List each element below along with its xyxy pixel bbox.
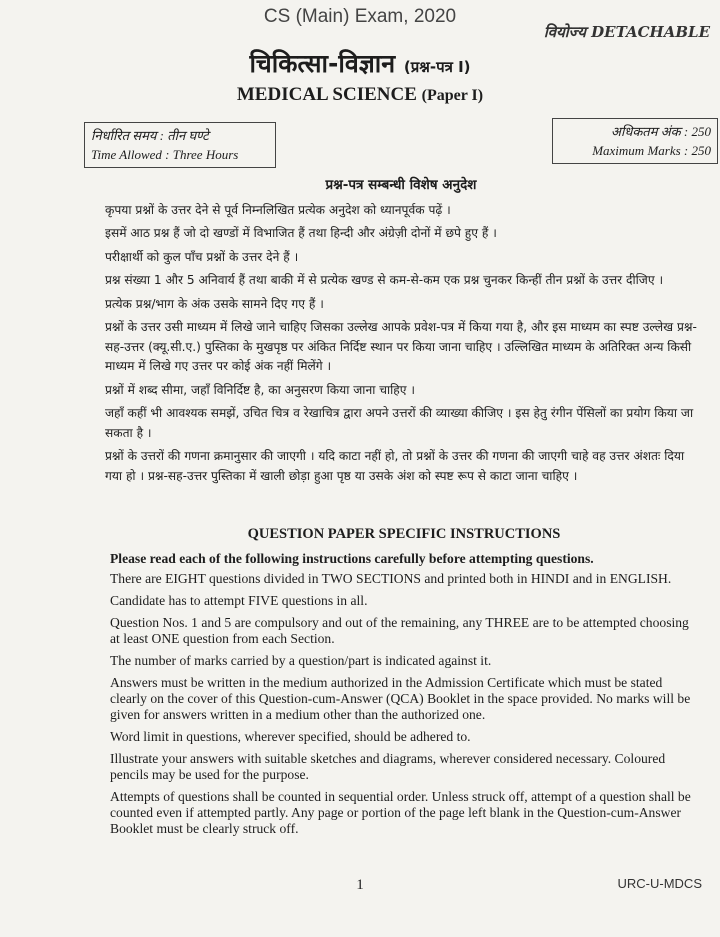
hindi-instruction-item: इसमें आठ प्रश्न हैं जो दो खण्डों में विभाजित हैं तथा हिन्दी और अंग्रेज़ी दोनों में छपे हुए हैं । xyxy=(105,226,497,240)
english-instruction-item: Candidate has to attempt FIVE questions in all. xyxy=(110,593,368,608)
hindi-instructions xyxy=(105,176,697,490)
title-english xyxy=(0,84,720,106)
english-instruction-item: Attempts of questions shall be counted in sequential order. Unless struck off, attempt of a question shall be counted even if attempted partly. Any page or portion of the page left blank in the Question-cum-Answer Booklet must be clearly struck off. xyxy=(110,789,691,836)
hindi-instructions-heading: प्रश्न-पत्र सम्बन्धी विशेष अनुदेश xyxy=(325,177,477,193)
hindi-instruction-item: प्रश्नों में शब्द सीमा, जहाँ विनिर्दिष्ट है, का अनुसरण किया जाना चाहिए । xyxy=(105,382,416,397)
detachable-label: वियोज्य DETACHABLE xyxy=(543,23,710,41)
english-instruction-item: Answers must be written in the medium authorized in the Admission Certificate which must be stated clearly on the cover of this Question-cum-Answer (QCA) Booklet in the space provided. No marks will be given for answers written in a medium other than the authorized one. xyxy=(110,675,691,722)
english-instruction-item: There are EIGHT questions divided in TWO SECTIONS and printed both in HINDI and in ENGLISH. xyxy=(110,571,672,586)
page-number: 1 xyxy=(356,877,364,893)
maximum-marks-box xyxy=(552,118,718,164)
english-instruction-item: Illustrate your answers with suitable sketches and diagrams, wherever considered necessary. Coloured pencils may be used for the purpose. xyxy=(110,751,666,782)
paper-code: URC-U-MDCS xyxy=(617,876,702,891)
time-english: Time Allowed : Three Hours xyxy=(91,147,239,162)
hindi-lead: कृपया प्रश्नों के उत्तर देने से पूर्व निम्नलिखित प्रत्येक अनुदेश को ध्यानपूर्वक पढ़ें । xyxy=(105,202,451,217)
title-hindi xyxy=(0,46,720,80)
english-instructions xyxy=(110,526,698,843)
english-instructions-heading: QUESTION PAPER SPECIFIC INSTRUCTIONS xyxy=(247,526,561,542)
hindi-instruction-item: जहाँ कहीं भी आवश्यक समझें, उचित चित्र व रेखाचित्र द्वारा अपने उत्तरों की व्याख्या कीजिए । इस हेतु रंगीन पेंसिलों का प्रयोग किया जा सकता है । xyxy=(105,406,694,440)
paper-english: (Paper I) xyxy=(421,87,484,104)
hindi-instruction-item: प्रत्येक प्रश्न/भाग के अंक उसके सामने दिए गए हैं । xyxy=(105,296,324,311)
hindi-instruction-item: परीक्षार्थी को कुल पाँच प्रश्नों के उत्तर देने हैं । xyxy=(105,249,299,264)
paper-hindi: (प्रश्न-पत्र I) xyxy=(403,58,471,76)
subject-hindi: चिकित्सा-विज्ञान xyxy=(249,49,396,78)
hindi-instruction-item: प्रश्नों के उत्तर उसी माध्यम में लिखे जाने चाहिए जिसका उल्लेख आपके प्रवेश-पत्र में किया गया है, और इस माध्यम का स्पष्ट उल्लेख प्रश्न-सह-उत्तर (क्यू.सी.ए.) पुस्तिका के मुखपृष्ठ पर अंकित निर्दिष्ट स्थान पर किया जाना चाहिए । उल्लिखित माध्यम के अतिरिक्त अन्य किसी माध्यम में लिखे गए उत्तर पर कोई अंक नहीं मिलेंगे । xyxy=(105,320,697,373)
english-instruction-item: Word limit in questions, wherever specified, should be adhered to. xyxy=(110,729,471,744)
hindi-instruction-item: प्रश्न संख्या 1 और 5 अनिवार्य हैं तथा बाकी में से प्रत्येक खण्ड से कम-से-कम एक प्रश्न चुनकर किन्हीं तीन प्रश्नों के उत्तर दीजिए । xyxy=(105,273,664,287)
subject-english: MEDICAL SCIENCE xyxy=(236,84,417,105)
english-instruction-item: The number of marks carried by a question/part is indicated against it. xyxy=(110,653,492,668)
hindi-instruction-item: प्रश्नों के उत्तरों की गणना क्रमानुसार की जाएगी । यदि काटा नहीं हो, तो प्रश्नों के उत्तर की गणना की जाएगी चाहे वह उत्तर अंशतः दिया गया हो । प्रश्न-सह-उत्तर पुस्तिका में खाली छोड़ा हुआ पृष्ठ या उसके अंश को स्पष्ट रूप से काटा जाना चाहिए । xyxy=(105,449,685,483)
exam-name: CS (Main) Exam, 2020 xyxy=(263,6,457,27)
time-allowed-box xyxy=(84,122,276,168)
english-instruction-item: Question Nos. 1 and 5 are compulsory and out of the remaining, any THREE are to be attempted choosing at least ONE question from each Section. xyxy=(110,615,689,646)
english-lead: Please read each of the following instructions carefully before attempting questions. xyxy=(110,551,594,566)
marks-english: Maximum Marks : 250 xyxy=(592,143,711,158)
marks-hindi: अधिकतम अंक : 250 xyxy=(611,124,711,139)
time-hindi: निर्धारित समय : तीन घण्टे xyxy=(91,128,209,143)
